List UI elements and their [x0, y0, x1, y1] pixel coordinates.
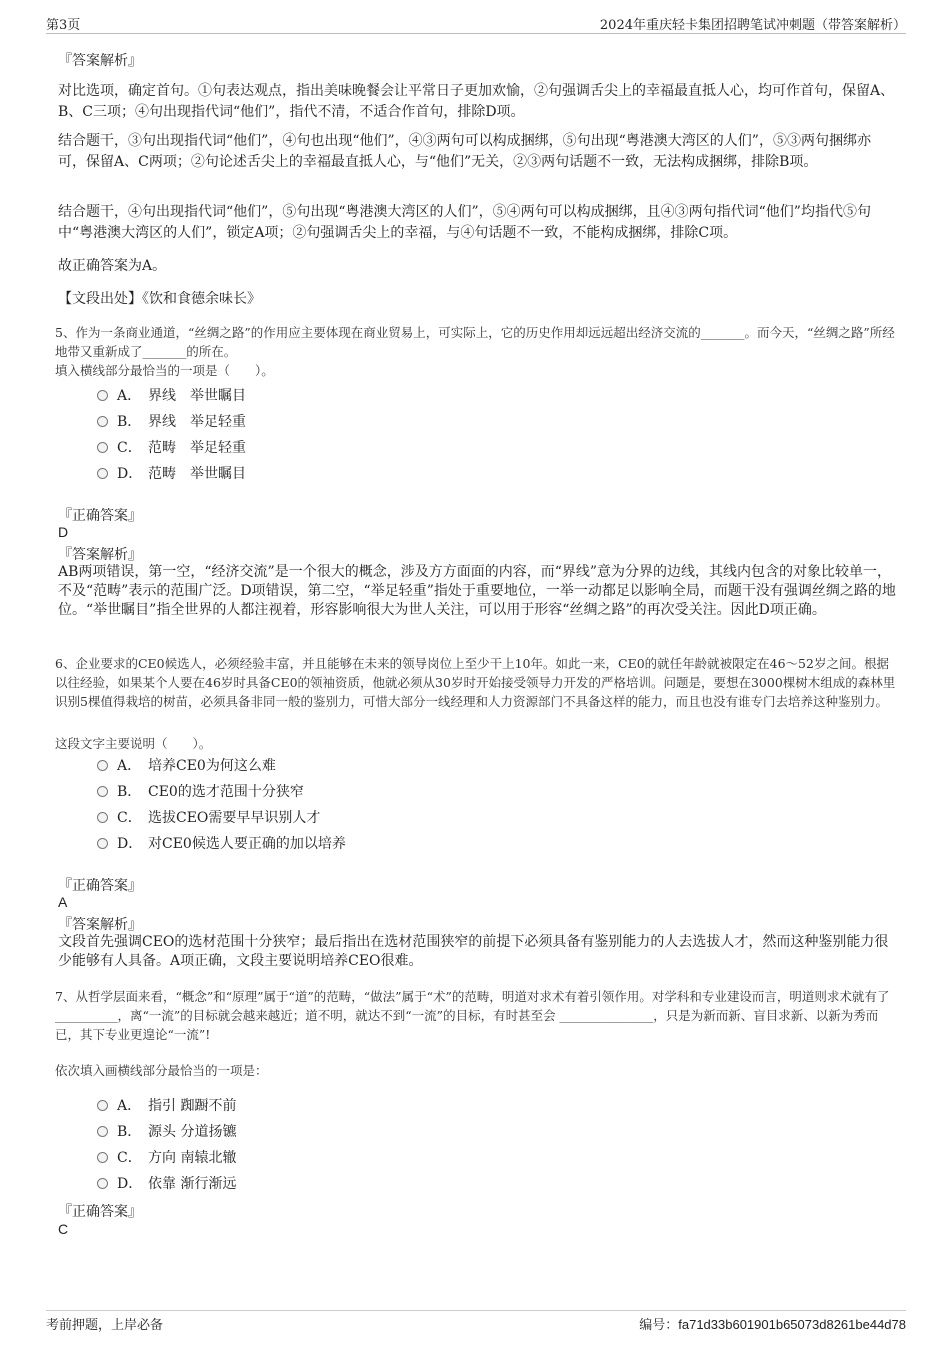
- page-number: 第3页: [46, 18, 81, 33]
- question-5-text: 5、作为一条商业通道，“丝绸之路”的作用应主要体现在商业贸易上，可实际上，它的历史作用却远远超出经济交流的_______。而今天，“丝绸之路”所经地带又重新成了_______的所在。: [55, 325, 895, 359]
- radio-icon[interactable]: [97, 390, 108, 401]
- question-6-prompt: 这段文字主要说明（ ）。: [55, 736, 212, 751]
- radio-icon[interactable]: [97, 468, 108, 479]
- question-5-option-b[interactable]: B． 界线 举足轻重: [97, 411, 246, 431]
- question-7-option-d[interactable]: D． 依靠 渐行渐远: [97, 1173, 236, 1193]
- radio-icon[interactable]: [97, 416, 108, 427]
- header-divider: [46, 33, 906, 34]
- question-5-analysis: AB两项错误，第一空，“经济交流”是一个很大的概念，涉及方方面面的内容，而“界线”意为分界的边线，其线内包含的对象比较单一，不及“范畴”表示的范围广泛。D项错误，第二空，“举足轻重”指处于重要地位，一举一动都足以影响全局，而题干没有强调丝绸之路的地位。“举世瞩目”指全世界的人都注视着，形容影响很大为世人关注，可以用于形容“丝绸之路”的再次受关注。因此D项正确。: [58, 564, 896, 618]
- question-7-correct-answer: C: [58, 1221, 69, 1237]
- question-5-option-d[interactable]: D． 范畴 举世瞩目: [97, 463, 246, 483]
- analysis-paragraph-3: 结合题干，④句出现指代词“他们”，⑤句出现“粤港澳大湾区的人们”，⑤④两句可以构成捆绑，且④③两句指代词“他们”均指代⑤句中“粤港澳大湾区的人们”，锁定A项；②句强调舌尖上的幸福，与④句话题不一致，不能构成捆绑，排除C项。: [58, 204, 871, 241]
- radio-icon[interactable]: [97, 838, 108, 849]
- question-5-prompt: 填入横线部分最恰当的一项是（ ）。: [55, 363, 274, 378]
- source-citation: 【文段出处】《饮和食德余味长》: [58, 291, 261, 307]
- radio-icon[interactable]: [97, 442, 108, 453]
- correct-answer-label: 『正确答案』: [58, 1204, 142, 1220]
- question-6-text: 6、企业要求的CE0候选人，必须经验丰富，并且能够在未来的领导岗位上至少干上10年。如此一来，CE0的就任年龄就被限定在46～52岁之间。根据以往经验，如果某个人要在46岁时具备CE0的领袖资质，他就必须从30岁时开始接受领导力开发的严格培训。问题是，要想在3000棵树木组成的森林里识别5棵值得栽培的树苗，必须具备非同一般的鉴别力，可惜大部分一线经理和人力资源部门不具备这样的能力，而且也没有谁专门去培养这种鉴别力。: [55, 656, 896, 709]
- footer-divider: [46, 1310, 906, 1311]
- analysis-label: 『答案解析』: [58, 53, 142, 69]
- analysis-paragraph-1: 对比选项，确定首句。①句表达观点，指出美味晚餐会让平常日子更加欢愉，②句强调舌尖上的幸福最直抵人心，均可作首句，保留A、B、C三项；④句出现指代词“他们”，指代不清，不适合作首句，排除D项。: [58, 83, 895, 120]
- document-code-value: fa71d33b601901b65073d8261be44d78: [678, 1317, 906, 1332]
- question-7-option-a[interactable]: A． 指引 踟蹰不前: [97, 1095, 236, 1115]
- question-7-option-c[interactable]: C． 方向 南辕北辙: [97, 1147, 236, 1167]
- analysis-conclusion: 故正确答案为A。: [58, 258, 167, 274]
- analysis-label: 『答案解析』: [58, 917, 142, 933]
- footer-slogan: 考前押题，上岸必备: [46, 1318, 164, 1333]
- question-6-correct-answer: A: [58, 894, 68, 910]
- question-6-option-b[interactable]: B． CE0的选才范围十分狭窄: [97, 781, 304, 801]
- correct-answer-label: 『正确答案』: [58, 878, 142, 894]
- question-6-option-d[interactable]: D． 对CE0候选人要正确的加以培养: [97, 833, 346, 853]
- radio-icon[interactable]: [97, 1100, 108, 1111]
- question-6-analysis: 文段首先强调CEO的选材范围十分狭窄；最后指出在选材范围狭窄的前提下必须具备有鉴别能力的人去选拔人才，然而这种鉴别能力很少能够有人具备。A项正确，文段主要说明培养CEO很难。: [58, 934, 889, 969]
- radio-icon[interactable]: [97, 786, 108, 797]
- document-title: 2024年重庆轻卡集团招聘笔试冲刺题（带答案解析）: [599, 18, 906, 33]
- question-6-option-a[interactable]: A． 培养CE0为何这么难: [97, 755, 276, 775]
- document-code: [639, 1314, 906, 1333]
- radio-icon[interactable]: [97, 1152, 108, 1163]
- radio-icon[interactable]: [97, 760, 108, 771]
- question-7-prompt: 依次填入画横线部分最恰当的一项是：: [55, 1063, 268, 1078]
- analysis-paragraph-2: 结合题干，③句出现指代词“他们”，④句也出现“他们”，④③两句可以构成捆绑，⑤句出现“粤港澳大湾区的人们”，⑤③两句捆绑亦可，保留A、C两项；②句论述舌尖上的幸福最直抵人心，与“他们”无关，②③两句话题不一致，无法构成捆绑，排除B项。: [58, 133, 871, 170]
- radio-icon[interactable]: [97, 1178, 108, 1189]
- question-7-text: 7、从哲学层面来看，“概念”和“原理”属于“道”的范畴，“做法”属于“术”的范畴，明道对求术有着引领作用。对学科和专业建设而言，明道则求术就有了 __________，离“一流”的目标就会越来越近；道不明，就达不到“一流”的目标，有时甚至会 _______________，只是为新而新、盲目求新、以新为秀而已，其下专业更遑论“一流”!: [55, 989, 890, 1042]
- question-7-option-b[interactable]: B． 源头 分道扬镳: [97, 1121, 236, 1141]
- document-code-label: 编号：: [639, 1318, 679, 1333]
- radio-icon[interactable]: [97, 1126, 108, 1137]
- question-5-option-c[interactable]: C． 范畴 举足轻重: [97, 437, 246, 457]
- question-6-option-c[interactable]: C． 选拔CEO需要早早识别人才: [97, 807, 320, 827]
- question-5-correct-answer: D: [58, 524, 69, 540]
- radio-icon[interactable]: [97, 812, 108, 823]
- analysis-label: 『答案解析』: [58, 547, 142, 563]
- question-5-option-a[interactable]: A． 界线 举世瞩目: [97, 385, 246, 405]
- correct-answer-label: 『正确答案』: [58, 508, 142, 524]
